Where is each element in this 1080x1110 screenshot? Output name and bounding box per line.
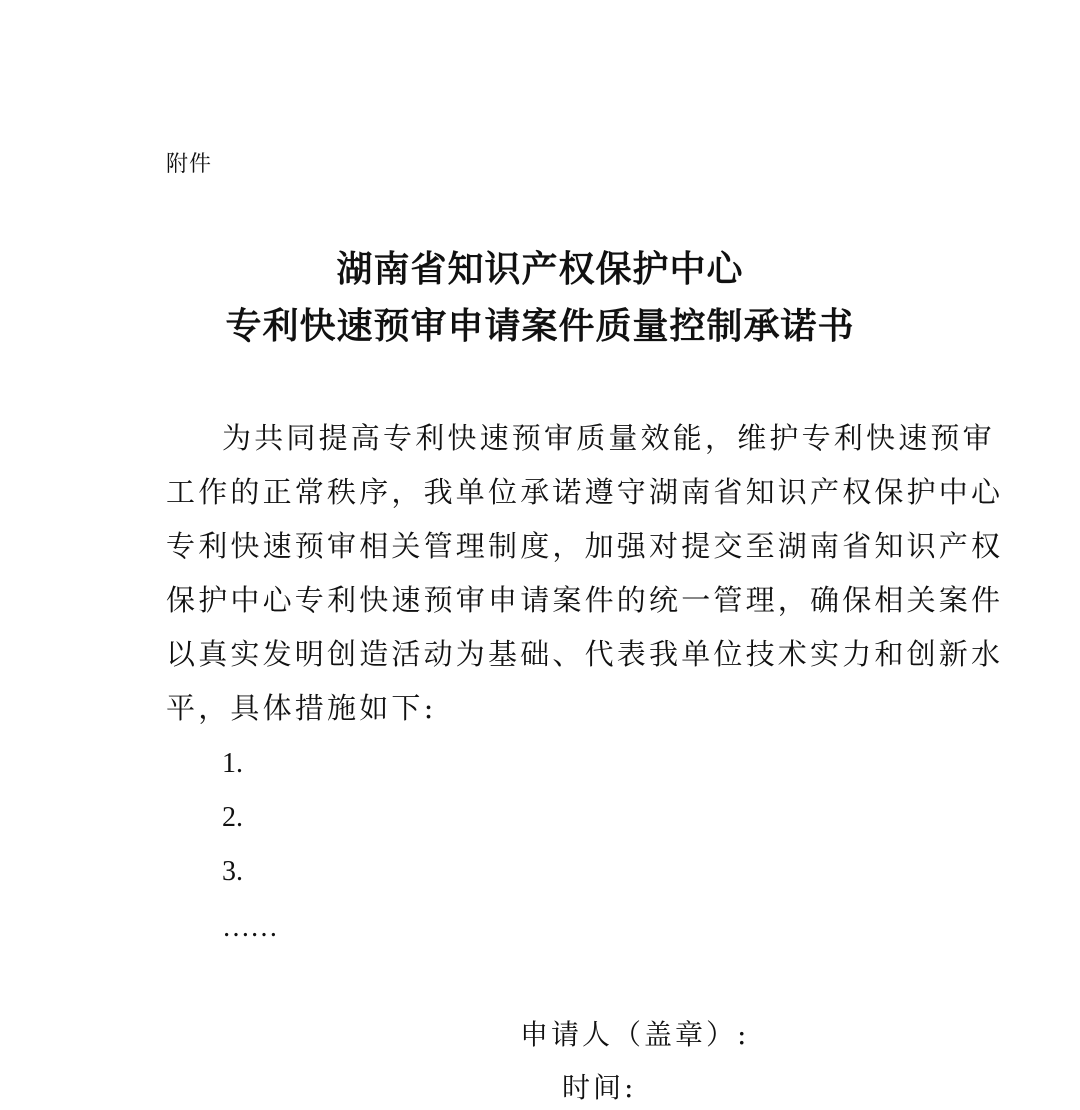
measure-item-1: 1. <box>222 748 243 779</box>
body-paragraph-line: 专利快速预审相关管理制度，加强对提交至湖南省知识产权 <box>166 529 1004 563</box>
applicant-seal-label: 申请人（盖章）: <box>520 1018 750 1051</box>
body-paragraph-line: 保护中心专利快速预审申请案件的统一管理，确保相关案件 <box>166 583 1004 617</box>
body-paragraph-line: 平，具体措施如下: <box>166 691 437 725</box>
body-paragraph-line: 为共同提高专利快速预审质量效能，维护专利快速预审 <box>222 421 995 455</box>
document-title-line-2: 专利快速预审申请案件质量控制承诺书 <box>225 305 855 347</box>
body-paragraph-line: 以真实发明创造活动为基础、代表我单位技术实力和创新水 <box>166 637 1004 671</box>
document-title-line-1: 湖南省知识产权保护中心 <box>336 248 744 290</box>
body-paragraph-line: 工作的正常秩序，我单位承诺遵守湖南省知识产权保护中心 <box>166 475 1004 509</box>
measure-item-3: 3. <box>222 856 243 887</box>
measure-item-ellipsis: …… <box>222 912 278 943</box>
measure-item-2: 2. <box>222 802 243 833</box>
attachment-label: 附件 <box>166 152 213 177</box>
time-label: 时间: <box>562 1071 637 1104</box>
